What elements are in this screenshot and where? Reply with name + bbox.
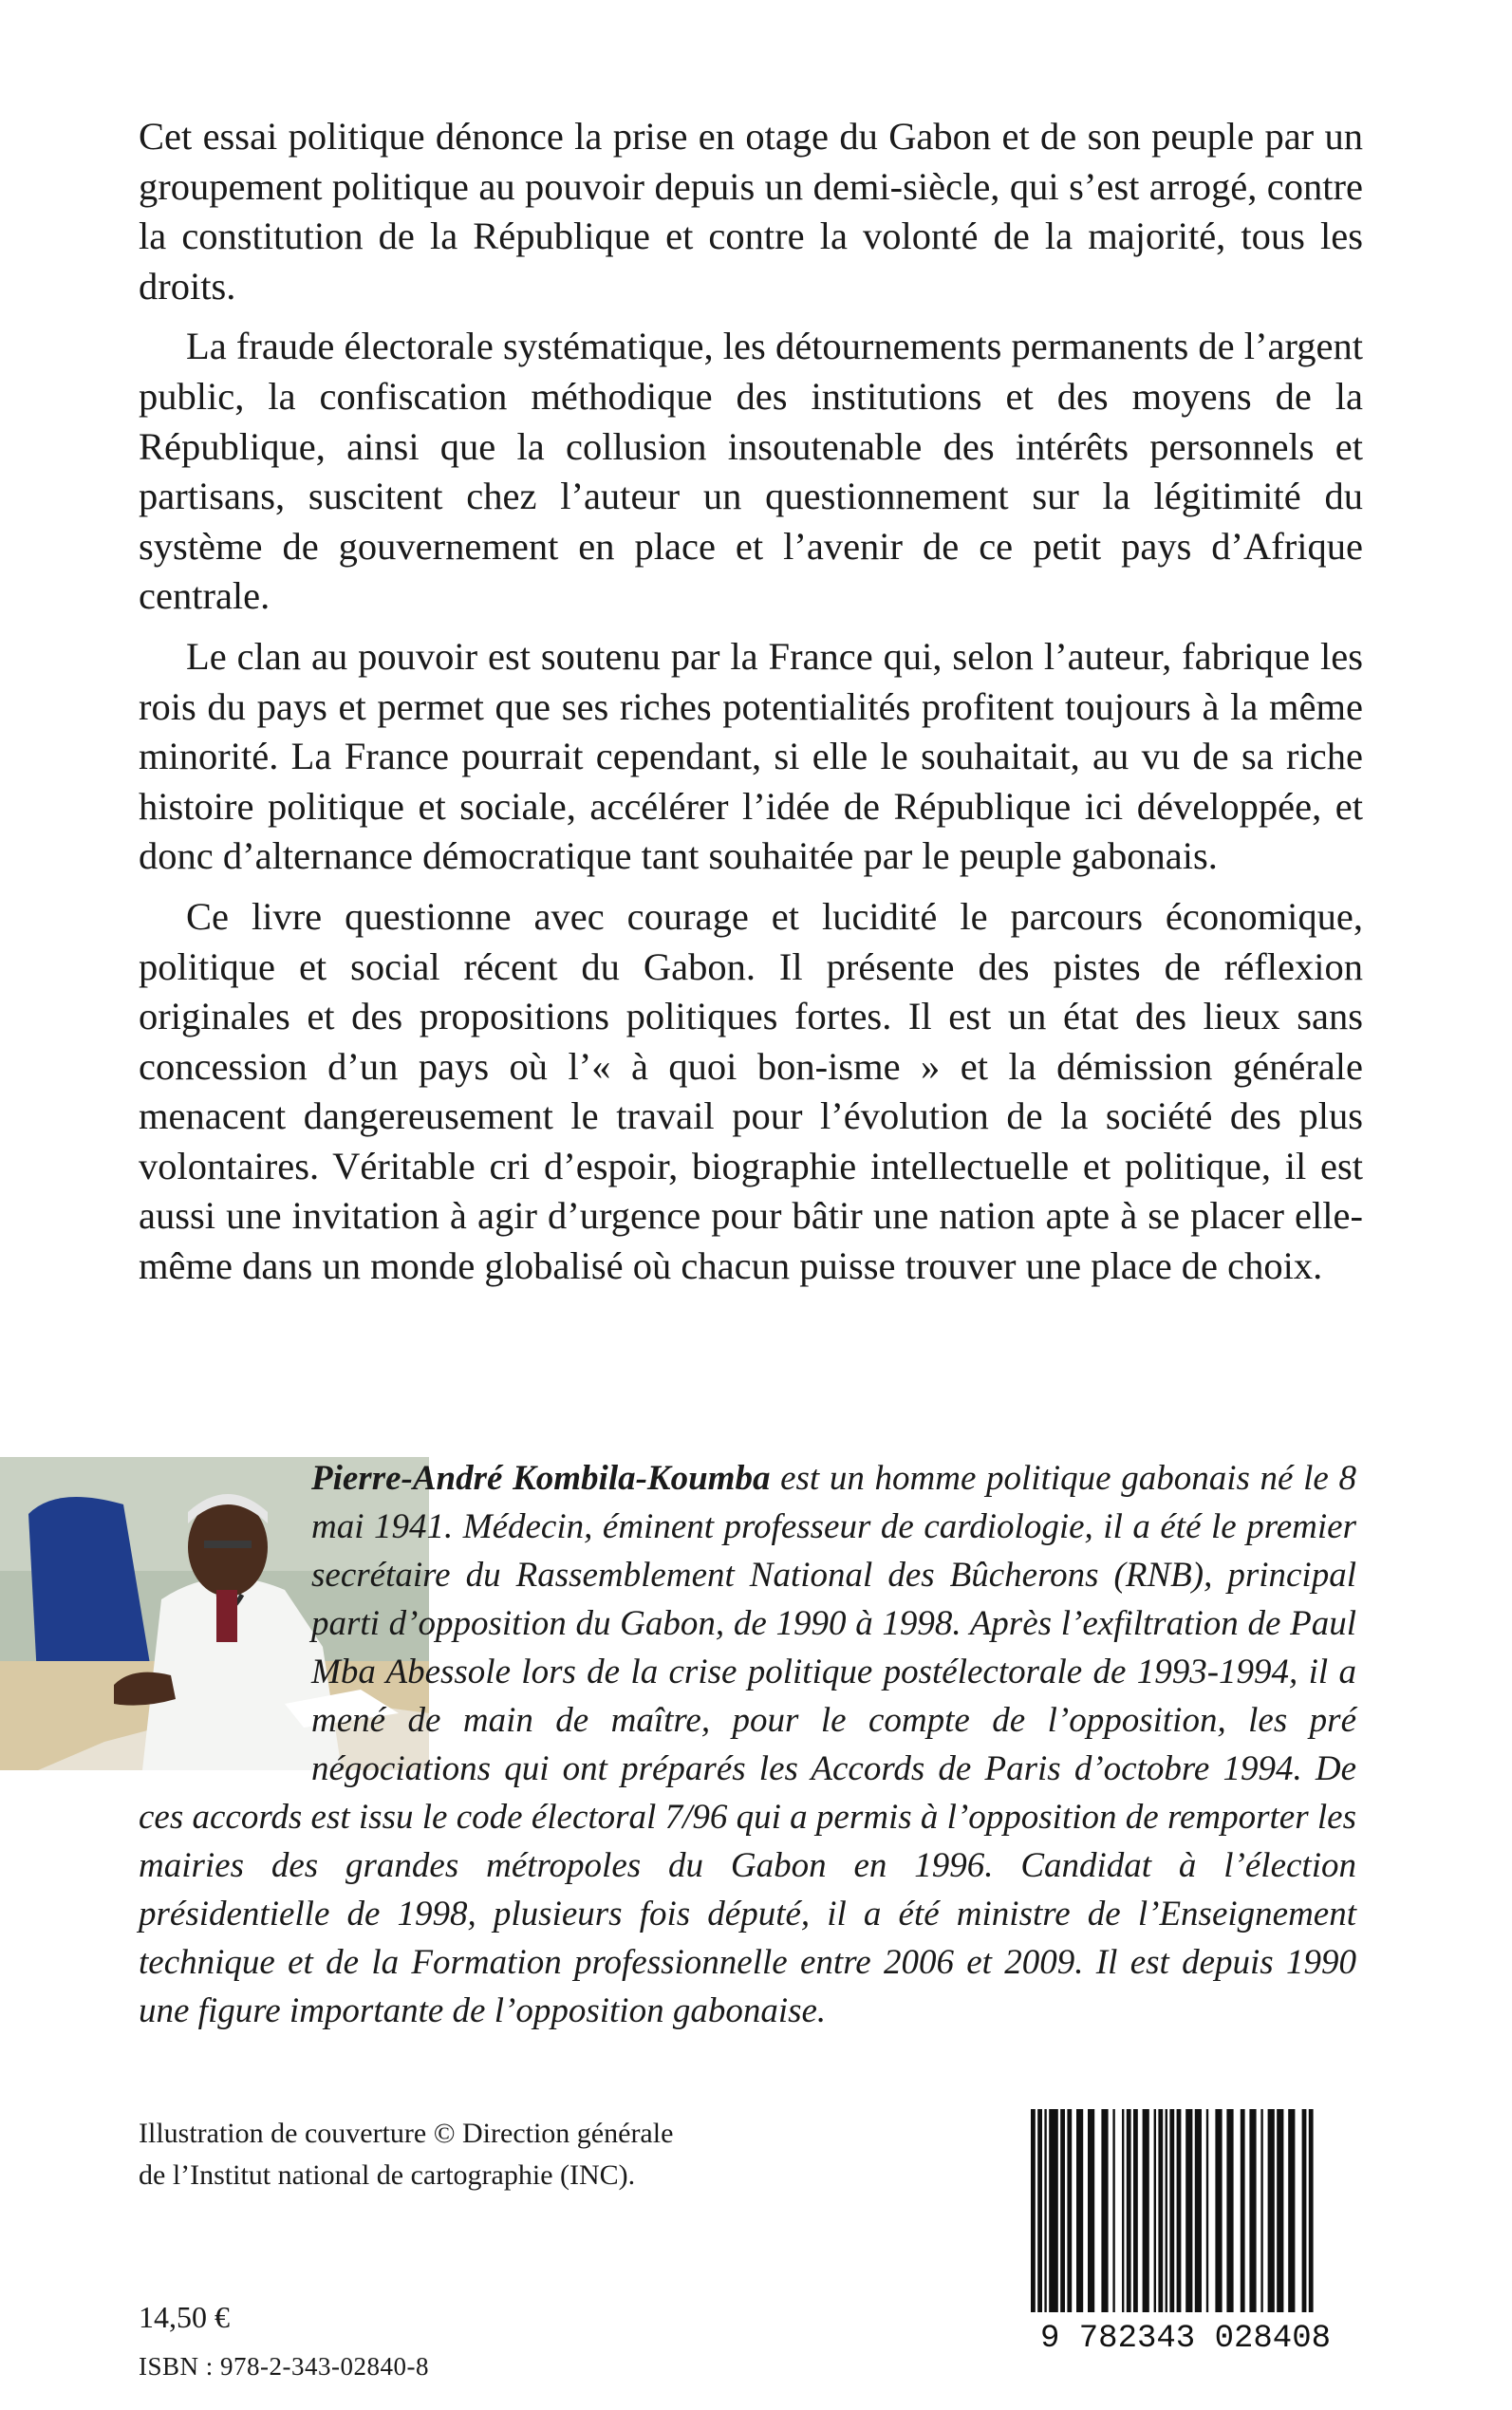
author-biography — [139, 1454, 1356, 2035]
price: 14,50 € — [139, 2300, 230, 2334]
barcode-bar — [1143, 2109, 1149, 2320]
author-name: Pierre-André Kombila-Koumba — [311, 1459, 771, 1498]
author-bio-text: est un homme politique gabonais né le 8 mai 1941. Médecin, éminent professeur de cardiologie, il a été le premier secrétaire du Rassemblement National des Bûcherons (RNB), principal parti d’opposition du Gabon, de 1990 à 1998. Après l’exfiltration de Paul Mba Abessole lors de la crise politique postélectorale de 1993-1994, il a mené de main de maître, pour le compte de l’opposition, les pré négociations qui ont préparés les Accords de Paris d’octobre 1994. De ces accords est issu le code électoral 7/96 qui a permis à l’opposition de remporter les mairies des grandes métropoles du Gabon en 1996. Candidat à l’élection présidentielle de 1998, plusieurs fois député, il a été ministre de l’Enseignement technique et de la Formation professionnelle entre 2006 et 2009. Il est depuis 1990 une figure importante de l’opposition gabonaise. — [139, 1459, 1356, 2030]
barcode-bar — [1133, 2109, 1138, 2320]
barcode-bar — [1112, 2109, 1114, 2320]
barcode-bar — [1302, 2109, 1307, 2320]
barcode-bar — [1249, 2109, 1256, 2320]
back-cover-summary — [139, 112, 1363, 1292]
barcode-bar — [1241, 2109, 1245, 2320]
barcode-bar — [1037, 2109, 1042, 2320]
barcode-bar — [1215, 2109, 1222, 2320]
barcode-bar — [1268, 2109, 1275, 2320]
barcode-bar — [1195, 2109, 1202, 2320]
barcode-bar — [1067, 2109, 1072, 2320]
photo-spacer — [0, 1454, 311, 1773]
summary-paragraph: Le clan au pouvoir est soutenu par la France qui, selon l’auteur, fabrique les rois du pays et permet que ses riches potentialités profitent toujours à la même minorité. La France pourrait cependant, si elle le souhaitait, au vu de sa riche histoire politique et sociale, accélérer l’idée de République ici développée, et donc d’alternance démocratique tant souhaitée par le peuple gabonais. — [139, 634, 1363, 878]
summary-paragraph: Cet essai politique dénonce la prise en otage du Gabon et de son peuple par un groupement politique au pouvoir depuis un demi-siècle, qui s’est arrogé, contre la constitution de la République et contre la volonté de la majorité, tous les droits. — [139, 115, 1363, 308]
barcode-bar — [1127, 2109, 1131, 2320]
barcode-bar — [1309, 2109, 1314, 2320]
barcode-bar — [1031, 2109, 1036, 2320]
barcode-bar — [1277, 2109, 1283, 2320]
cover-credit — [139, 2113, 803, 2196]
cover-credit-line: Illustration de couverture © Direction générale — [139, 2118, 674, 2149]
cover-credit-line: de l’Institut national de cartographie (INC). — [139, 2159, 636, 2191]
barcode-bar — [1185, 2109, 1192, 2320]
barcode-bar — [1158, 2109, 1163, 2320]
barcode-bar — [1260, 2109, 1262, 2320]
barcode-bar — [1177, 2109, 1179, 2320]
barcode-bar — [1101, 2109, 1108, 2320]
barcode-bar — [1122, 2109, 1124, 2320]
summary-paragraph: La fraude électorale systématique, les détournements permanents de l’argent public, la confiscation méthodique des institutions et des moyens de la République, ainsi que la collusion insoutenable des intérêts personnels et partisans, suscitent chez l’auteur un questionnement sur la légitimité du système de gouvernement en place et l’avenir de ce petit pays d’Afrique centrale. — [139, 325, 1363, 618]
barcode-digits: 9 782343 028408 — [1039, 2321, 1332, 2357]
isbn: ISBN : 978-2-343-02840-8 — [139, 2352, 429, 2381]
barcode-bar — [1179, 2109, 1181, 2320]
barcode-bar — [1049, 2109, 1058, 2320]
isbn-barcode — [1010, 2109, 1361, 2358]
barcode-bar — [1076, 2109, 1083, 2320]
barcode-bar — [1226, 2109, 1233, 2320]
barcode-bar — [1169, 2109, 1174, 2320]
barcode-bar — [1288, 2109, 1295, 2320]
barcode-bar — [1154, 2109, 1156, 2320]
summary-paragraph: Ce livre questionne avec courage et lucidité le parcours économique, politique et social récent du Gabon. Il présente des pistes de réflexion originales et des propositions politiques fortes. Il est un état des lieux sans concession d’un pays où l’« à quoi bon-isme » et la démission générale menacent dangereusement le travail pour l’évolution de la société des plus volontaires. Véritable cri d’espoir, biographie intellectuelle et politique, il est aussi une invitation à agir d’urgence pour bâtir une nation apte à se placer elle-même dans un monde globalisé où chacun puisse trouver une place de choix. — [139, 894, 1363, 1288]
barcode-bar — [1166, 2109, 1167, 2320]
barcode-bar — [1060, 2109, 1065, 2320]
barcode-bar — [1088, 2109, 1094, 2320]
barcode-bar — [1044, 2109, 1046, 2320]
barcode-bar — [1206, 2109, 1208, 2320]
barcode-bars — [1031, 2109, 1314, 2320]
